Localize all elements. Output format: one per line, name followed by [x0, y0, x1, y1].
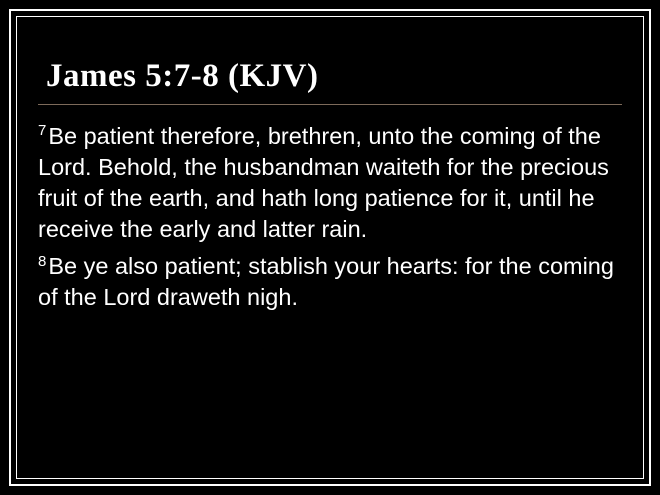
verse-text: Be ye also patient; stablish your hearts: for the coming of the Lord draweth nigh. [38, 253, 614, 311]
verse-paragraph [38, 251, 622, 313]
verse-number: 7 [38, 122, 47, 140]
title-divider [38, 104, 622, 105]
verse-paragraph [38, 121, 622, 245]
verse-number: 8 [38, 252, 47, 270]
page-title: James 5:7-8 (KJV) [46, 58, 319, 94]
verse-text: Be patient therefore, brethren, unto the coming of the Lord. Behold, the husbandman waiteth for the precious fruit of the earth, and hath long patience for it, until he receive the early and latter rain. [38, 123, 609, 243]
slide-content [38, 58, 622, 455]
